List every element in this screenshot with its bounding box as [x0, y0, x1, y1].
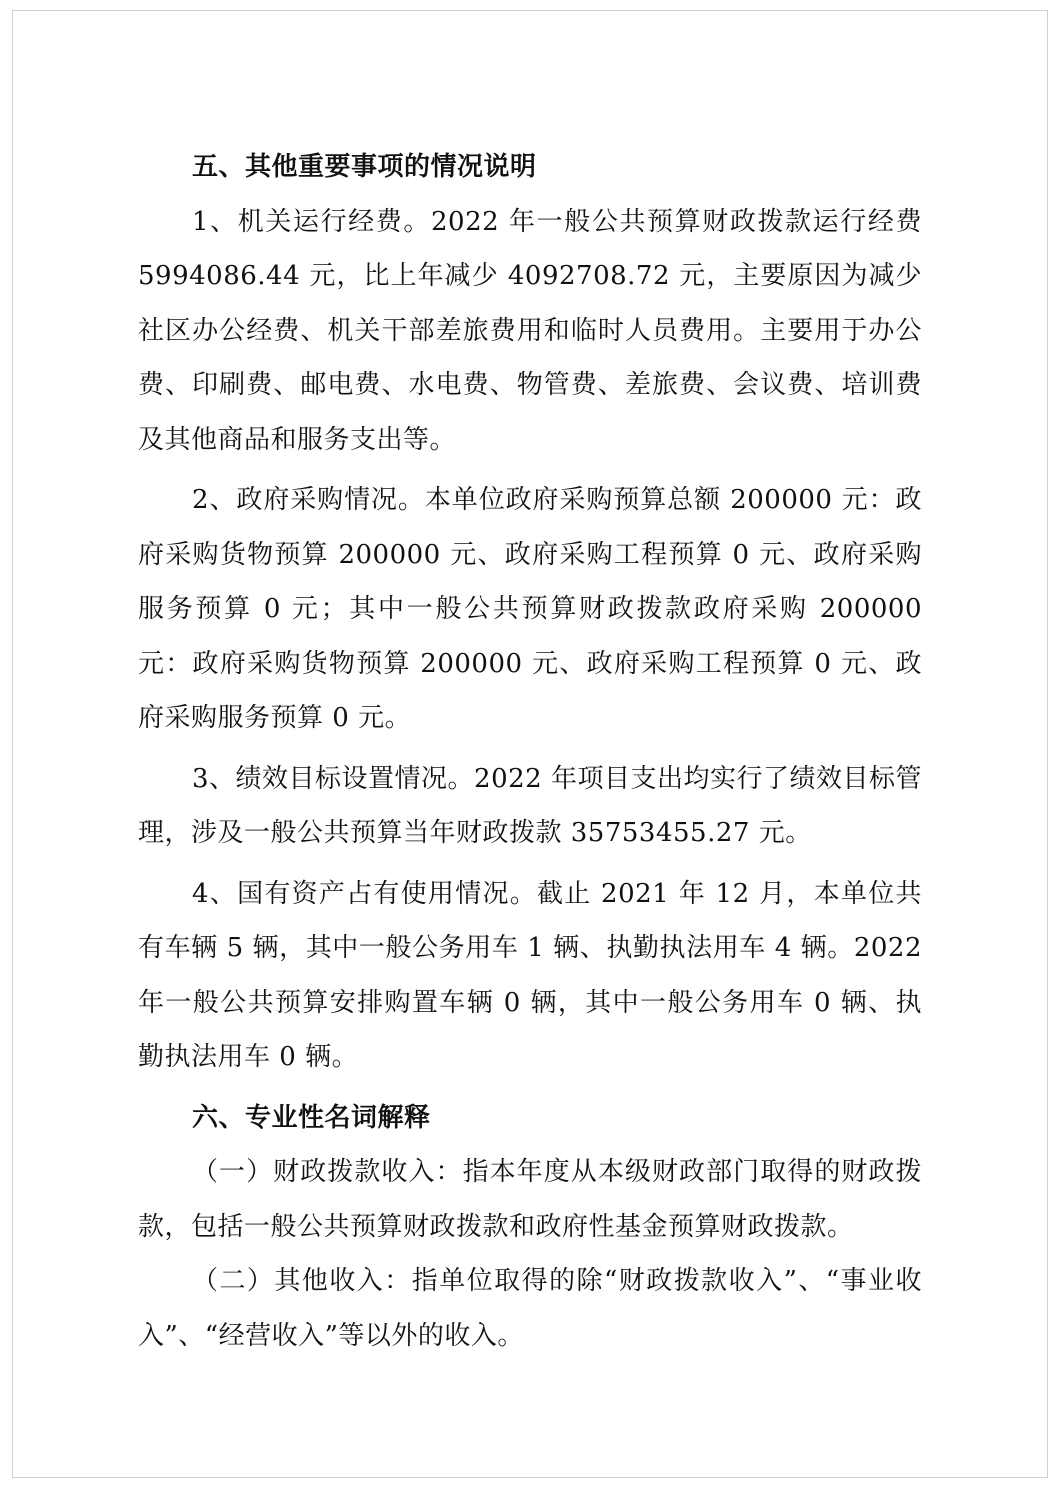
section-heading-terminology: 六、专业性名词解释: [192, 1102, 431, 1133]
paragraph-other-income: （二）其他收入：指单位取得的除“财政拨款收入”、“事业收入”、“经营收入”等以外的收入。: [138, 1266, 922, 1351]
paragraph-operating-expenses: 1、机关运行经费。2022 年一般公共预算财政拨款运行经费 5994086.44 元，比上年减少 4092708.72 元，主要原因为减少社区办公经费、机关干部差旅费用和临时人员费用。主要用于办公费、印刷费、邮电费、水电费、物管费、差旅费、会议费、培训费及其他商品和服务支出等。: [138, 206, 922, 455]
paragraph-fiscal-appropriation-income: （一）财政拨款收入：指本年度从本级财政部门取得的财政拨款，包括一般公共预算财政拨款和政府性基金预算财政拨款。: [138, 1157, 922, 1242]
paragraph-state-assets: 4、国有资产占有使用情况。截止 2021 年 12 月，本单位共有车辆 5 辆，其中一般公务用车 1 辆、执勤执法用车 4 辆。2022 年一般公共预算安排购置车辆 0 辆，其中一般公务用车 0 辆、执勤执法用车 0 辆。: [138, 878, 922, 1072]
section-heading-other-matters: 五、其他重要事项的情况说明: [192, 152, 537, 182]
document-body: [138, 140, 922, 1363]
paragraph-government-procurement: 2、政府采购情况。本单位政府采购预算总额 200000 元：政府采购货物预算 200000 元、政府采购工程预算 0 元、政府采购服务预算 0 元；其中一般公共预算财政拨款政府采购 200000 元：政府采购货物预算 200000 元、政府采购工程预算 0 元、政府采购服务预算 0 元。: [138, 485, 922, 733]
paragraph-performance-targets: 3、绩效目标设置情况。2022 年项目支出均实行了绩效目标管理，涉及一般公共预算当年财政拨款 35753455.27 元。: [138, 763, 922, 848]
